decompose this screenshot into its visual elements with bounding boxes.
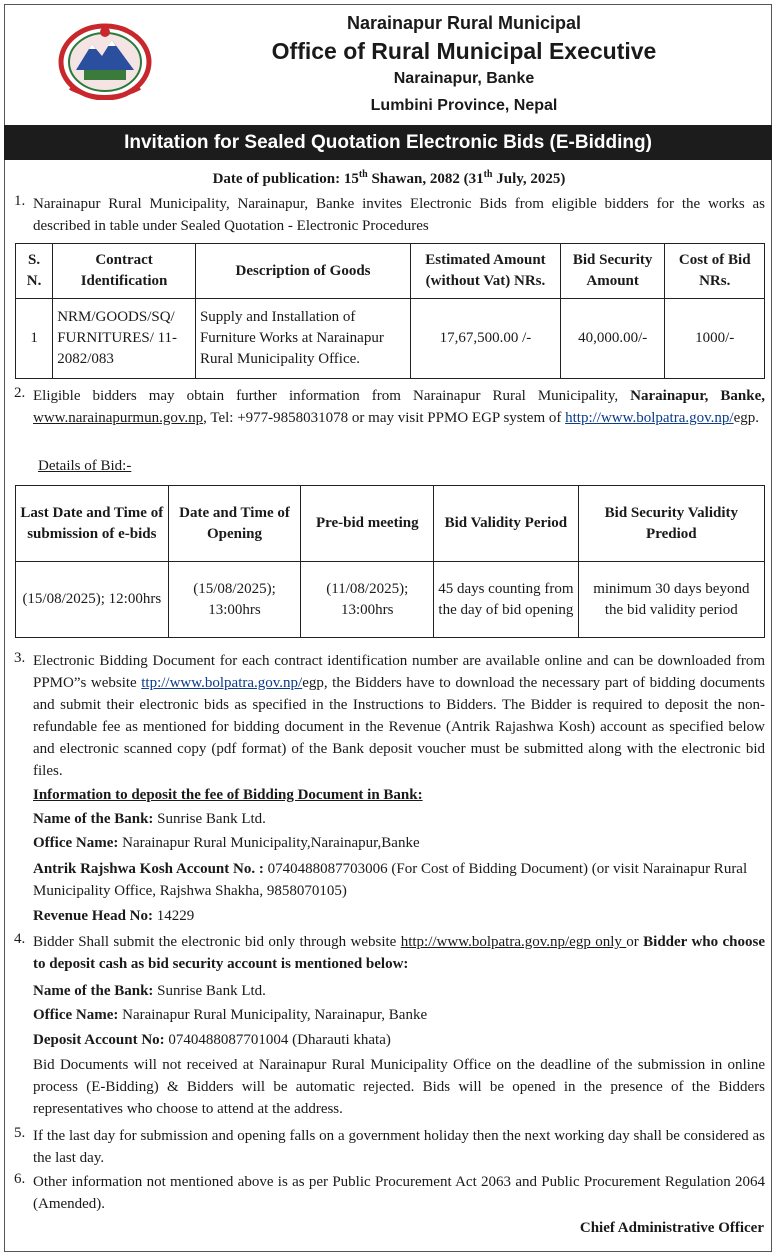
contract-table: [15, 243, 765, 379]
province: Lumbini Province, Nepal: [370, 97, 558, 114]
col-estimated-amount: Estimated Amount (without Vat) NRs.: [411, 244, 561, 299]
item-number: 5.: [14, 1125, 26, 1141]
col-sn: S. N.: [16, 244, 53, 299]
col-validity: Bid Validity Period: [434, 486, 579, 562]
item4-text: Bidder Shall submit the electronic bid only through website http://www.bolpatra.gov.np/egp only or Bidder who choose to deposit cash as bid security account is mentioned below:: [33, 934, 765, 972]
item2-text: Eligible bidders may obtain further information from Narainapur Rural Municipality, Narainapur, Banke, www.narainapurmun.gov.np, Tel: +977-9858031078 or may visit PPMO EGP system of http://www.bolpatra.gov.np/egp.: [33, 388, 766, 426]
table-row: [16, 299, 765, 379]
publication-date: Date of publication: 15th Shawan, 2082 (31th July, 2025): [212, 169, 566, 187]
bank-info-heading: Information to deposit the fee of Bidding Document in Bank:: [33, 787, 423, 803]
details-label: Details of Bid:-: [38, 458, 132, 474]
office-location: Narainapur, Banke: [393, 70, 535, 87]
cell-security-validity: minimum 30 days beyond the bid validity period: [578, 562, 764, 638]
col-opening: Date and Time of Opening: [168, 486, 301, 562]
revenue-head-line: Revenue Head No: 14229: [33, 908, 195, 924]
item5-text: If the last day for submission and opening falls on a government holiday then the next working day shall be considered as the last day.: [33, 1128, 765, 1166]
cell-submission-deadline: (15/08/2025); 12:00hrs: [16, 562, 169, 638]
item1-text: Narainapur Rural Municipality, Narainapur, Banke invites Electronic Bids from eligible bidders for the works as described in table under Sealed Quotation - Electronic Procedures: [33, 196, 765, 234]
item3-text: Electronic Bidding Document for each contract identification number are available online and can be downloaded from PPMO”s website ttp://www.bolpatra.gov.np/egp, the Bidders have to download the necessary part of bidding documents and submit their electronic bids as specified in the Instructions to Bidders. The Bidder is required to deposit the non-refundable fee as mentioned for bidding document in the Revenue (Antrik Rajashwa Kosh) account as specified below and electronic scanned copy (pdf format) of the Bank deposit voucher must be submitted along with the electronic bid files.: [33, 653, 765, 779]
office-name: Office of Rural Municipal Executive: [271, 38, 657, 64]
col-prebid: Pre-bid meeting: [301, 486, 434, 562]
deposit-office-line: Office Name: Narainapur Rural Municipality, Narainapur, Banke: [33, 1007, 428, 1023]
notice-title: Invitation for Sealed Quotation Electronic Bids (E-Bidding): [4, 125, 772, 160]
deposit-bank-line: Name of the Bank: Sunrise Bank Ltd.: [33, 983, 266, 999]
cell-cost-of-bid: 1000/-: [665, 299, 765, 379]
revenue-account-line: Antrik Rajshwa Kosh Account No. : 0740488087703006 (For Cost of Bidding Document) (or visit Narainapur Rural Municipality Office, Rajshwa Shakha, 9858070105): [33, 861, 748, 899]
cell-estimated-amount: 17,67,500.00 /-: [411, 299, 561, 379]
bid-details-table: [15, 485, 765, 638]
cell-contract-id: NRM/GOODS/SQ/ FURNITURES/ 11-2082/083: [53, 299, 196, 379]
office-name-line: Office Name: Narainapur Rural Municipality,Narainapur,Banke: [33, 835, 420, 851]
cell-prebid: (11/08/2025); 13:00hrs: [301, 562, 434, 638]
cell-sn: 1: [16, 299, 53, 379]
letterhead: [4, 4, 772, 125]
bolpatra-link[interactable]: http://www.bolpatra.gov.np/: [565, 410, 734, 426]
cell-description: Supply and Installation of Furniture Works at Narainapur Rural Municipality Office.: [195, 299, 410, 379]
bolpatra-egp-link[interactable]: http://www.bolpatra.gov.np/egp only: [400, 934, 627, 950]
bolpatra-link[interactable]: ttp://www.bolpatra.gov.np/: [141, 675, 303, 691]
table-row: [16, 562, 765, 638]
item-number: 2.: [14, 385, 26, 401]
col-security-validity: Bid Security Validity Prediod: [578, 486, 764, 562]
municipality-name: Narainapur Rural Municipal: [346, 13, 582, 33]
item-number: 3.: [14, 650, 26, 666]
item-number: 1.: [14, 193, 26, 209]
table-header-row: [16, 244, 765, 299]
rejection-note: Bid Documents will not received at Narainapur Rural Municipality Office on the deadline of the submission in online process (E-Bidding) & Bidders will be automatic rejected. Bids will be opened in the presence of the Bidders representatives who choose to attend at the address.: [33, 1057, 765, 1117]
col-description: Description of Goods: [195, 244, 410, 299]
col-contract-id: Contract Identification: [53, 244, 196, 299]
nepal-emblem-icon: [56, 22, 154, 100]
item6-text: Other information not mentioned above is as per Public Procurement Act 2063 and Public Procurement Regulation 2064 (Amended).: [33, 1174, 765, 1212]
cell-validity: 45 days counting from the day of bid opening: [434, 562, 579, 638]
item-number: 6.: [14, 1171, 26, 1187]
deposit-account-line: Deposit Account No: 0740488087701004 (Dharauti khata): [33, 1032, 391, 1048]
item-number: 4.: [14, 931, 26, 947]
bank-name-line: Name of the Bank: Sunrise Bank Ltd.: [33, 811, 266, 827]
cell-opening: (15/08/2025); 13:00hrs: [168, 562, 301, 638]
cell-bid-security: 40,000.00/-: [560, 299, 665, 379]
municipality-website-link[interactable]: www.narainapurmun.gov.np: [33, 410, 204, 426]
signature: Chief Administrative Officer: [579, 1220, 764, 1236]
col-cost-of-bid: Cost of Bid NRs.: [665, 244, 765, 299]
table-header-row: [16, 486, 765, 562]
col-submission-deadline: Last Date and Time of submission of e-bids: [16, 486, 169, 562]
col-bid-security: Bid Security Amount: [560, 244, 665, 299]
